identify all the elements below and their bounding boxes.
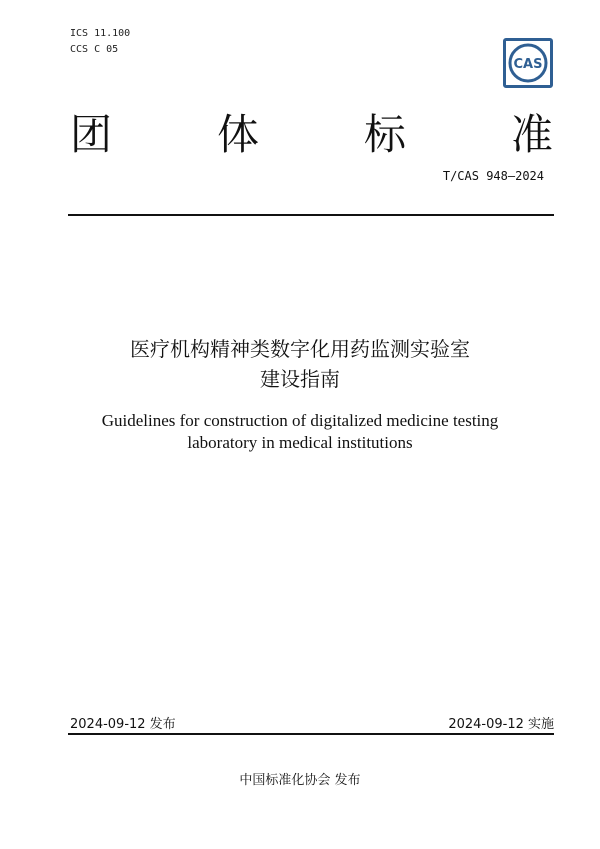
cas-logo <box>503 38 553 88</box>
implement-date: 2024-09-12 实施 <box>448 717 554 732</box>
title-char: 团 <box>70 110 113 159</box>
publish-date: 2024-09-12 发布 <box>70 717 176 732</box>
footer-divider <box>68 733 554 735</box>
english-title-line-2: laboratory in medical institutions <box>187 433 413 452</box>
title-char: 准 <box>510 110 553 159</box>
ccs-code: CCS C 05 <box>70 44 119 55</box>
english-title-line-1: Guidelines for construction of digitalized medicine testing <box>101 411 499 430</box>
publisher: 中国标准化协会 发布 <box>239 773 361 788</box>
title-char: 体 <box>216 110 259 159</box>
title-char: 标 <box>363 110 406 159</box>
cas-logo-icon <box>506 41 550 85</box>
ics-code: ICS 11.100 <box>70 28 131 39</box>
standard-code: T/CAS 948—2024 <box>442 169 544 183</box>
header-divider <box>68 214 554 216</box>
logo-text: CAS <box>513 57 543 72</box>
chinese-title-line-2: 建设指南 <box>260 367 340 391</box>
chinese-title-line-1: 医疗机构精神类数字化用药监测实验室 <box>130 337 470 361</box>
standard-type-title <box>70 104 553 160</box>
